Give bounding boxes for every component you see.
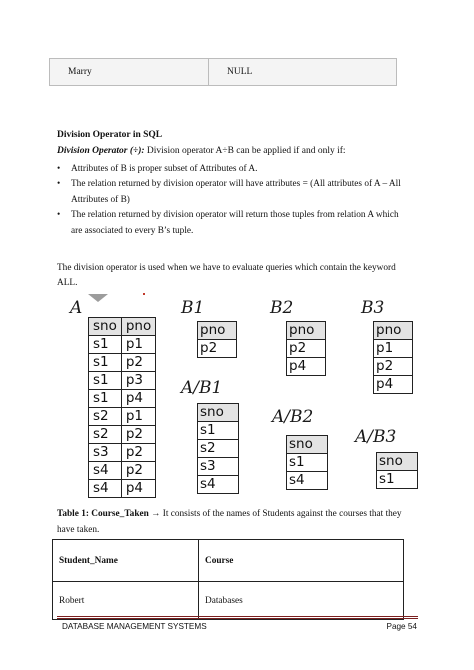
table-cell: s1 (89, 354, 122, 372)
caption-title: Table 1: Course_Taken (57, 509, 149, 519)
bullet-icon: • (57, 179, 61, 190)
table-cell: s4 (89, 480, 122, 498)
relation-label-a: A (70, 298, 83, 318)
relation-a-table (88, 317, 156, 498)
course-taken-table (52, 539, 404, 620)
table-cell: Databases (199, 582, 404, 620)
relation-label-ab2: A/B2 (272, 407, 314, 427)
table-cell: s1 (377, 471, 418, 489)
bullet-list (57, 162, 402, 239)
relation-ab1-table (197, 403, 239, 494)
table-cell: s1 (287, 454, 328, 472)
table-cell: p4 (374, 376, 413, 394)
table-cell: s4 (287, 472, 328, 490)
table-cell: p4 (121, 390, 155, 408)
relation-b3-table (373, 321, 413, 394)
definition-term: Division Operator (÷): (57, 146, 145, 156)
footer-title: DATABASE MANAGEMENT SYSTEMS (62, 622, 207, 631)
bullet-icon: • (57, 164, 61, 174)
table-cell: p1 (374, 340, 413, 358)
relation-ab2-table (286, 435, 328, 490)
table-header: sno (89, 318, 122, 336)
relation-a-clip (88, 317, 168, 498)
table-cell: s2 (89, 426, 122, 444)
table-header: Course (199, 540, 404, 582)
table-cell: s1 (89, 372, 122, 390)
list-item-text: The relation returned by division operator will have attributes = (All attributes of A – All Attributes of B) (71, 179, 401, 205)
footer-divider (57, 618, 418, 619)
table-cell: p2 (374, 358, 413, 376)
relation-b1-table (197, 321, 237, 358)
table-cell: s4 (89, 462, 122, 480)
section-title: Division Operator in SQL (57, 130, 163, 140)
relation-label-b1: B1 (181, 298, 205, 318)
relation-label-b3: B3 (361, 298, 385, 318)
top-table-row (49, 58, 397, 86)
table-header: pno (287, 322, 326, 340)
table-cell: p2 (121, 462, 155, 480)
definition-line (57, 146, 346, 156)
table-cell: p2 (198, 340, 237, 358)
table-cell: p2 (121, 354, 155, 372)
table-cell: s3 (89, 444, 122, 462)
table-header: pno (374, 322, 413, 340)
table-header: pno (121, 318, 155, 336)
arrow-down-icon (88, 294, 108, 302)
table-cell: p1 (121, 408, 155, 426)
table-cell: p2 (121, 426, 155, 444)
table-header: sno (377, 453, 418, 471)
table-cell: s1 (89, 336, 122, 354)
table-cell: p3 (121, 372, 155, 390)
table-cell: p2 (121, 444, 155, 462)
table-cell: p1 (121, 336, 155, 354)
table-cell: Robert (53, 582, 199, 620)
list-item-text: Attributes of B is proper subset of Attributes of A. (71, 164, 258, 174)
list-item (57, 177, 402, 208)
footer-divider (57, 616, 418, 617)
relation-label-ab3: A/B3 (355, 427, 397, 447)
table-cell: NULL (227, 67, 253, 77)
table-cell: s2 (198, 440, 239, 458)
table-cell: s1 (198, 422, 239, 440)
list-item-text: The relation returned by division operator will return those tuples from relation A which are associated to every B’s tuple. (71, 210, 399, 236)
table-cell: p4 (287, 358, 326, 376)
red-mark (143, 293, 145, 295)
list-item (57, 208, 402, 239)
table-cell: s4 (198, 476, 239, 494)
table-row (53, 582, 404, 620)
table-cell: s1 (89, 390, 122, 408)
table-caption (57, 506, 417, 538)
table-header: sno (287, 436, 328, 454)
table-header: sno (198, 404, 239, 422)
bullet-icon: • (57, 210, 61, 221)
table-cell: s2 (89, 408, 122, 426)
table-cell: s3 (198, 458, 239, 476)
table-cell: p2 (287, 340, 326, 358)
body-paragraph: The division operator is used when we have to evaluate queries which contain the keyword ALL. (57, 263, 396, 289)
relation-label-ab1: A/B1 (181, 378, 223, 398)
relation-b2-table (286, 321, 326, 376)
list-item (57, 162, 402, 177)
table-cell: Marry (50, 59, 209, 85)
table-header: Student_Name (53, 540, 199, 582)
definition-text: Division operator A÷B can be applied if and only if: (144, 146, 346, 156)
table-cell: p4 (121, 480, 155, 498)
relation-label-b2: B2 (270, 298, 294, 318)
caption-text: → It consists of the names of Students against the courses that they have taken. (57, 509, 402, 535)
page-number: Page 54 (386, 622, 417, 631)
relation-ab3-table (376, 452, 418, 489)
table-header: pno (198, 322, 237, 340)
